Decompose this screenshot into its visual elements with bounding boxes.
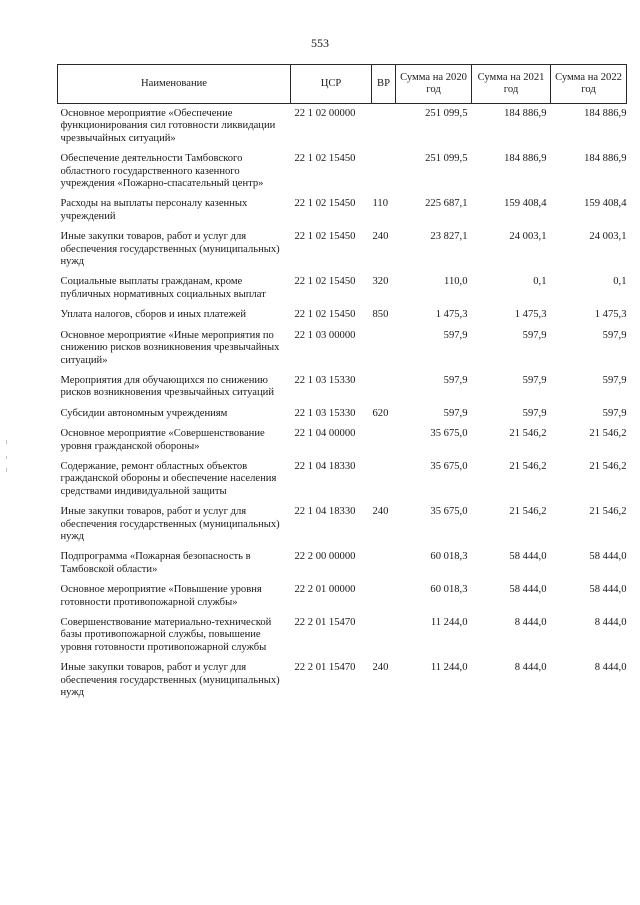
row-vr — [372, 149, 396, 194]
row-sum-2020: 597,9 — [443, 374, 468, 386]
row-sum-2021: 8 444,0 — [514, 662, 547, 674]
row-csr: 22 2 01 15470 — [294, 617, 356, 628]
row-sum-2021: 21 546,2 — [509, 460, 547, 472]
margin-mark — [6, 456, 7, 459]
row-sum-2020: 23 827,1 — [430, 231, 468, 243]
row-vr — [372, 326, 396, 371]
row-sum-2022: 58 444,0 — [589, 584, 627, 596]
row-name: Мероприятия для обучающихся по снижению рисков возникновения чрезвычайных ситуаций — [60, 374, 275, 399]
row-sum-2022: 597,9 — [602, 407, 627, 419]
row-vr: 850 — [372, 309, 389, 321]
row-csr: 22 1 02 15450 — [294, 153, 356, 165]
row-name: Иные закупки товаров, работ и услуг для обеспечения государственных (муниципальных) нужд — [60, 231, 280, 268]
row-sum-2020: 35 675,0 — [430, 460, 468, 472]
row-name: Иные закупки товаров, работ и услуг для обеспечения государственных (муниципальных) нужд — [60, 662, 280, 699]
row-sum-2021: 184 886,9 — [504, 153, 547, 165]
header-name: Наименование — [58, 65, 291, 104]
row-name: Содержание, ремонт областных объектов гражданской обороны и обеспечение населения средствами индивидуальной защиты — [60, 460, 277, 497]
row-vr — [372, 580, 396, 613]
budget-table — [57, 64, 627, 703]
row-name: Расходы на выплаты персоналу казенных учреждений — [60, 198, 248, 222]
row-sum-2022: 184 886,9 — [584, 153, 627, 165]
row-csr: 22 2 01 15470 — [294, 662, 356, 674]
row-csr: 22 1 04 18330 — [294, 460, 356, 472]
row-sum-2021: 1 475,3 — [514, 309, 547, 321]
row-sum-2022: 24 003,1 — [589, 231, 627, 243]
table-row — [58, 149, 627, 194]
row-csr: 22 1 04 00000 — [294, 428, 356, 440]
row-sum-2021: 184 886,9 — [504, 108, 547, 119]
row-sum-2021: 597,9 — [522, 407, 547, 419]
row-name: Подпрограмма «Пожарная безопасность в Тамбовской области» — [60, 551, 251, 575]
table-row — [58, 104, 627, 150]
row-csr: 22 2 01 00000 — [294, 584, 356, 596]
row-sum-2020: 11 244,0 — [430, 662, 468, 674]
row-sum-2020: 597,9 — [443, 329, 468, 341]
row-sum-2022: 8 444,0 — [594, 662, 627, 674]
row-csr: 22 1 02 15450 — [294, 198, 356, 210]
row-name: Совершенствование материально-технической базы противопожарной службы, повышение уровня готовности противопожарной службы — [60, 617, 272, 653]
row-csr: 22 1 03 15330 — [294, 407, 356, 419]
row-sum-2022: 597,9 — [602, 329, 627, 341]
header-sum-2020: Сумма на 2020 год — [396, 65, 472, 104]
row-sum-2021: 159 408,4 — [504, 198, 547, 210]
table-row — [58, 424, 627, 457]
row-vr: 240 — [372, 231, 389, 243]
header-sum-2021: Сумма на 2021 год — [472, 65, 551, 104]
row-sum-2022: 1 475,3 — [594, 309, 627, 321]
row-vr: 110 — [372, 198, 388, 210]
row-sum-2020: 225 687,1 — [425, 198, 468, 210]
row-sum-2021: 58 444,0 — [509, 584, 547, 596]
row-csr: 22 1 02 15450 — [294, 309, 356, 321]
row-name: Иные закупки товаров, работ и услуг для обеспечения государственных (муниципальных) нужд — [60, 506, 280, 542]
row-name: Субсидии автономным учреждениям — [60, 407, 228, 419]
row-sum-2020: 597,9 — [443, 407, 468, 419]
header-csr: ЦСР — [291, 65, 372, 104]
table-row — [58, 658, 627, 703]
row-vr — [372, 424, 396, 457]
row-sum-2020: 35 675,0 — [430, 506, 468, 518]
row-sum-2022: 184 886,9 — [584, 108, 627, 119]
row-sum-2020: 1 475,3 — [435, 309, 468, 321]
table-row — [58, 547, 627, 580]
row-csr: 22 1 04 18330 — [294, 506, 356, 518]
row-sum-2020: 110,0 — [444, 276, 468, 288]
table-row — [58, 272, 627, 305]
row-sum-2020: 35 675,0 — [430, 428, 468, 440]
table-row — [58, 371, 627, 404]
row-csr: 22 1 02 00000 — [294, 108, 356, 119]
row-sum-2020: 60 018,3 — [430, 584, 468, 596]
row-name: Основное мероприятие «Совершенствование уровня гражданской обороны» — [60, 428, 265, 452]
row-sum-2022: 21 546,2 — [589, 428, 627, 440]
row-vr — [372, 547, 396, 580]
row-vr: 240 — [372, 506, 389, 518]
row-vr — [372, 613, 396, 658]
table-row — [58, 404, 627, 424]
table-row — [58, 613, 627, 658]
table-row — [58, 305, 627, 325]
header-sum-2022: Сумма на 2022 год — [551, 65, 627, 104]
row-sum-2022: 159 408,4 — [584, 198, 627, 210]
row-sum-2021: 8 444,0 — [514, 617, 547, 628]
table-row — [58, 457, 627, 502]
row-sum-2022: 597,9 — [602, 374, 627, 386]
row-sum-2021: 597,9 — [522, 329, 547, 341]
row-csr: 22 1 02 15450 — [294, 276, 356, 288]
table-row — [58, 194, 627, 227]
table-row — [58, 580, 627, 613]
row-vr: 240 — [372, 662, 389, 674]
row-vr — [372, 457, 396, 502]
table-row — [58, 502, 627, 547]
table-header-row — [58, 65, 627, 104]
row-vr — [372, 104, 396, 150]
page-number: 553 — [311, 36, 329, 50]
row-sum-2021: 58 444,0 — [509, 551, 547, 563]
row-csr: 22 2 00 00000 — [294, 551, 356, 563]
row-sum-2021: 597,9 — [522, 374, 547, 386]
row-sum-2021: 0,1 — [533, 276, 547, 288]
row-sum-2022: 58 444,0 — [589, 551, 627, 563]
row-sum-2020: 11 244,0 — [430, 617, 468, 628]
row-sum-2020: 60 018,3 — [430, 551, 468, 563]
row-name: Основное мероприятие «Повышение уровня готовности противопожарной службы» — [60, 584, 262, 608]
row-sum-2021: 24 003,1 — [509, 231, 547, 243]
margin-mark — [6, 440, 7, 444]
row-name: Основное мероприятие «Иные мероприятия по снижению рисков возникновения чрезвычайных ситуаций» — [60, 329, 280, 366]
margin-mark — [6, 468, 7, 472]
row-sum-2021: 21 546,2 — [509, 506, 547, 518]
row-vr: 320 — [372, 276, 389, 288]
row-name: Обеспечение деятельности Тамбовского областного государственного казенного учреждения «Пожарно-спасательный центр» — [60, 153, 264, 190]
table-row — [58, 326, 627, 371]
header-vr: ВР — [372, 65, 396, 104]
row-sum-2022: 8 444,0 — [594, 617, 627, 628]
row-sum-2020: 251 099,5 — [425, 108, 468, 119]
row-csr: 22 1 03 15330 — [294, 374, 356, 386]
row-name: Социальные выплаты гражданам, кроме публичных нормативных социальных выплат — [60, 276, 266, 300]
row-vr — [372, 371, 396, 404]
row-sum-2022: 21 546,2 — [589, 506, 627, 518]
row-name: Основное мероприятие «Обеспечение функционирования сил готовности ликвидации чрезвычайных ситуаций» — [60, 108, 276, 144]
table-body — [58, 104, 627, 704]
row-name: Уплата налогов, сборов и иных платежей — [60, 309, 247, 321]
row-csr: 22 1 02 15450 — [294, 231, 356, 243]
row-sum-2022: 21 546,2 — [589, 460, 627, 472]
row-vr: 620 — [372, 407, 389, 419]
table-row — [58, 227, 627, 272]
row-sum-2022: 0,1 — [613, 276, 627, 288]
row-sum-2020: 251 099,5 — [425, 153, 468, 165]
row-sum-2021: 21 546,2 — [509, 428, 547, 440]
row-csr: 22 1 03 00000 — [294, 329, 356, 341]
